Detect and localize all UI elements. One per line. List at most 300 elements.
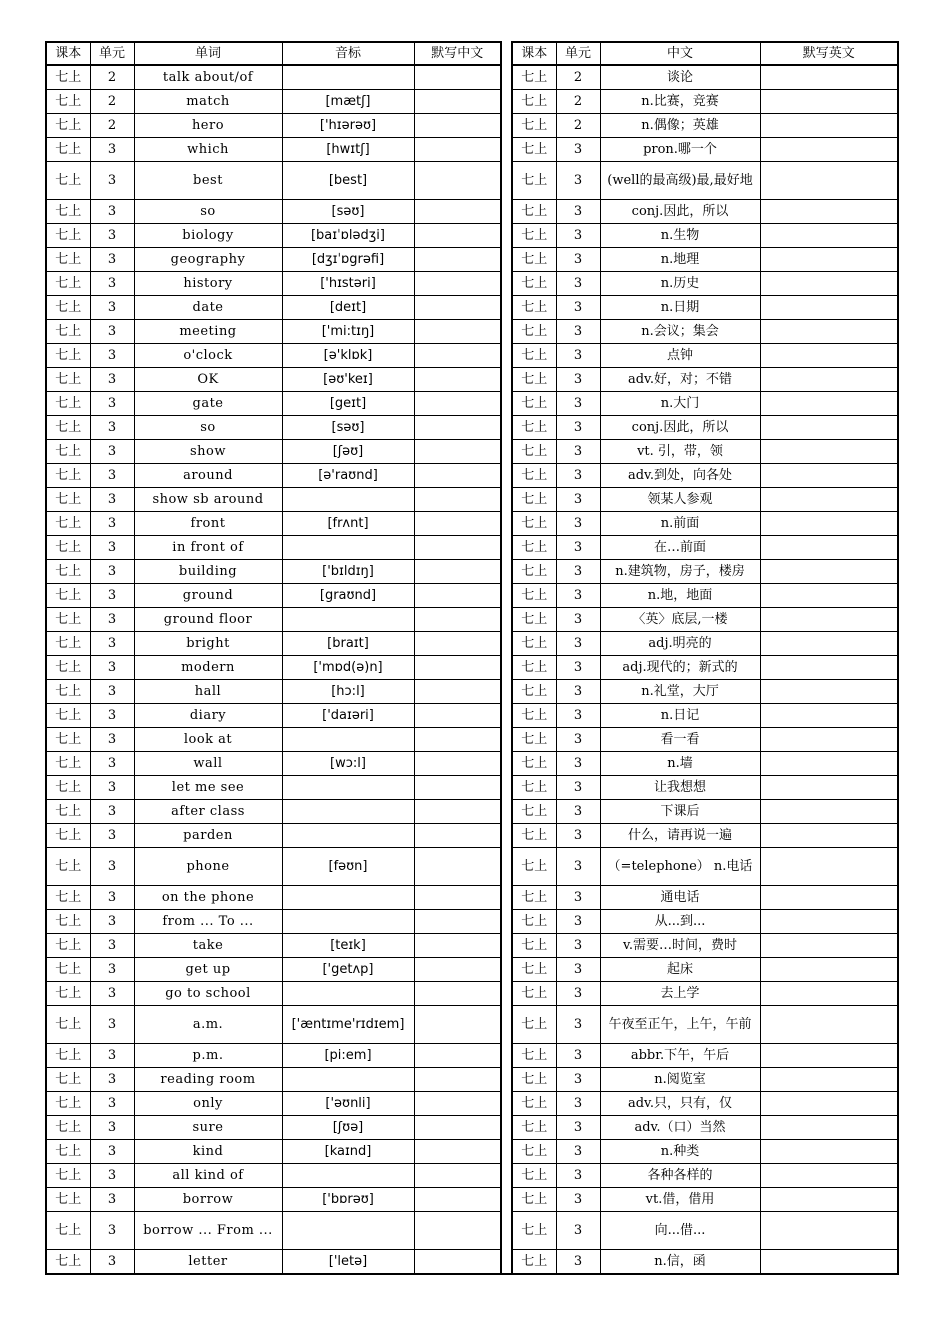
- phonetic-cell: [282, 1250, 414, 1275]
- book-cell-right-text: 七上: [521, 1223, 548, 1238]
- column-separator: [501, 752, 512, 776]
- unit-cell: [90, 90, 134, 114]
- unit-cell-right-text: 3: [573, 372, 583, 387]
- write-chinese-cell: [414, 248, 501, 272]
- unit-cell-text: 3: [107, 1017, 117, 1032]
- phonetic-cell: [282, 1044, 414, 1068]
- table-row: [46, 958, 898, 982]
- phonetic-cell: [282, 728, 414, 752]
- book-cell-right: [512, 488, 556, 512]
- unit-cell-right-text: 3: [573, 636, 583, 651]
- write-english-cell: [760, 392, 898, 416]
- header-row: [46, 42, 898, 65]
- book-cell-text: 七上: [55, 348, 82, 363]
- book-cell-text: 七上: [55, 828, 82, 843]
- phonetic-cell: [282, 488, 414, 512]
- column-separator: [501, 536, 512, 560]
- unit-cell-right-text: 3: [573, 1017, 583, 1032]
- header-phonetic: 音标: [282, 42, 414, 65]
- book-cell: [46, 90, 90, 114]
- chinese-cell: [600, 958, 760, 982]
- book-cell-right: [512, 848, 556, 886]
- word-cell-text: in front of: [172, 540, 244, 555]
- write-chinese-cell: [414, 886, 501, 910]
- unit-cell-right: [556, 982, 600, 1006]
- table-row: [46, 704, 898, 728]
- unit-cell-text: 3: [107, 492, 117, 507]
- phonetic-cell: [282, 272, 414, 296]
- book-cell: [46, 440, 90, 464]
- column-separator: [501, 114, 512, 138]
- word-cell-text: all kind of: [172, 1168, 244, 1183]
- book-cell-right: [512, 464, 556, 488]
- chinese-cell-text: 让我想想: [653, 780, 706, 795]
- unit-cell-right-text: 3: [573, 204, 583, 219]
- unit-cell-right: [556, 800, 600, 824]
- book-cell: [46, 584, 90, 608]
- write-english-cell: [760, 728, 898, 752]
- book-cell: [46, 1044, 90, 1068]
- word-cell-text: so: [200, 420, 216, 435]
- phonetic-cell-text: [baɪˈɒlədʒi]: [310, 228, 385, 243]
- book-cell-right: [512, 114, 556, 138]
- word-cell: [134, 224, 282, 248]
- unit-cell-right-text: 3: [573, 396, 583, 411]
- book-cell-text: 七上: [55, 938, 82, 953]
- phonetic-cell-text: ['hɪstəri]: [320, 276, 376, 291]
- book-cell-right: [512, 656, 556, 680]
- write-english-cell: [760, 248, 898, 272]
- unit-cell-right: [556, 910, 600, 934]
- unit-cell-text: 3: [107, 396, 117, 411]
- unit-cell-right: [556, 392, 600, 416]
- unit-cell-text: 3: [107, 173, 117, 188]
- phonetic-cell-text: [əʊ'keɪ]: [323, 372, 373, 387]
- chinese-cell-text: pron.哪一个: [643, 142, 717, 157]
- write-english-cell: [760, 1212, 898, 1250]
- chinese-cell-text: n.历史: [660, 276, 700, 291]
- book-cell-text: 七上: [55, 540, 82, 555]
- book-cell-text: 七上: [55, 444, 82, 459]
- chinese-cell: [600, 704, 760, 728]
- unit-cell-text: 3: [107, 684, 117, 699]
- book-cell-right-text: 七上: [521, 612, 548, 627]
- word-cell-text: get up: [185, 962, 231, 977]
- book-cell-text: 七上: [55, 756, 82, 771]
- write-chinese-cell: [414, 1006, 501, 1044]
- phonetic-cell: [282, 1164, 414, 1188]
- unit-cell-right-text: 3: [573, 684, 583, 699]
- column-separator: [501, 728, 512, 752]
- phonetic-cell: [282, 910, 414, 934]
- write-english-cell: [760, 958, 898, 982]
- chinese-cell: [600, 392, 760, 416]
- book-cell-right-text: 七上: [521, 859, 548, 874]
- unit-cell-text: 3: [107, 444, 117, 459]
- phonetic-cell-text: [ə'raʊnd]: [318, 468, 378, 483]
- book-cell: [46, 1068, 90, 1092]
- write-english-cell: [760, 1250, 898, 1275]
- book-cell: [46, 1092, 90, 1116]
- write-english-cell: [760, 272, 898, 296]
- unit-cell: [90, 162, 134, 200]
- unit-cell-right: [556, 958, 600, 982]
- table-row: [46, 200, 898, 224]
- write-chinese-cell: [414, 680, 501, 704]
- book-cell-right-text: 七上: [521, 252, 548, 267]
- word-cell: [134, 1068, 282, 1092]
- table-row: [46, 1116, 898, 1140]
- book-cell-right: [512, 90, 556, 114]
- phonetic-cell-text: [hɔ:l]: [331, 684, 365, 699]
- book-cell-right: [512, 200, 556, 224]
- unit-cell-right-text: 3: [573, 859, 583, 874]
- unit-cell: [90, 416, 134, 440]
- book-cell: [46, 632, 90, 656]
- chinese-cell: [600, 848, 760, 886]
- book-cell: [46, 200, 90, 224]
- write-english-cell: [760, 982, 898, 1006]
- unit-cell-right-text: 3: [573, 1192, 583, 1207]
- unit-cell-text: 3: [107, 1168, 117, 1183]
- book-cell: [46, 958, 90, 982]
- unit-cell-right: [556, 1092, 600, 1116]
- column-separator: [501, 656, 512, 680]
- book-cell: [46, 512, 90, 536]
- table-row: [46, 800, 898, 824]
- word-cell: [134, 632, 282, 656]
- chinese-cell-text: adv.好，对；不错: [627, 372, 732, 387]
- chinese-cell: [600, 344, 760, 368]
- phonetic-cell-text: ['mɒd(ə)n]: [313, 660, 383, 675]
- word-cell-text: on the phone: [161, 890, 255, 905]
- phonetic-cell: [282, 114, 414, 138]
- unit-cell-right: [556, 224, 600, 248]
- vocabulary-table: [45, 41, 899, 1275]
- word-cell: [134, 886, 282, 910]
- chinese-cell: [600, 728, 760, 752]
- write-english-cell: [760, 114, 898, 138]
- chinese-cell-text: 点钟: [666, 348, 693, 363]
- word-cell-text: meeting: [179, 324, 237, 339]
- book-cell: [46, 272, 90, 296]
- table-row: [46, 65, 898, 90]
- book-cell: [46, 560, 90, 584]
- table-row: [46, 608, 898, 632]
- unit-cell-right: [556, 776, 600, 800]
- chinese-cell: [600, 162, 760, 200]
- chinese-cell: [600, 680, 760, 704]
- table-row: [46, 886, 898, 910]
- chinese-cell: [600, 320, 760, 344]
- write-english-cell: [760, 848, 898, 886]
- book-cell-text: 七上: [55, 228, 82, 243]
- unit-cell: [90, 344, 134, 368]
- unit-cell-right-text: 3: [573, 962, 583, 977]
- table-row: [46, 416, 898, 440]
- word-cell: [134, 934, 282, 958]
- unit-cell-text: 3: [107, 660, 117, 675]
- write-chinese-cell: [414, 632, 501, 656]
- book-cell: [46, 65, 90, 90]
- column-separator: [501, 800, 512, 824]
- word-cell: [134, 138, 282, 162]
- book-cell-text: 七上: [55, 396, 82, 411]
- unit-cell-right: [556, 320, 600, 344]
- write-english-cell: [760, 560, 898, 584]
- book-cell-right-text: 七上: [521, 173, 548, 188]
- word-cell-text: take: [192, 938, 224, 953]
- chinese-cell: [600, 248, 760, 272]
- unit-cell-right: [556, 1164, 600, 1188]
- chinese-cell-text: 在…前面: [653, 540, 706, 555]
- table-row: [46, 1188, 898, 1212]
- word-cell-text: show sb around: [152, 492, 264, 507]
- column-separator: [501, 1250, 512, 1275]
- phonetic-cell: [282, 1212, 414, 1250]
- unit-cell-right-text: 3: [573, 348, 583, 363]
- write-chinese-cell: [414, 200, 501, 224]
- unit-cell-right: [556, 488, 600, 512]
- word-cell: [134, 416, 282, 440]
- write-english-cell: [760, 162, 898, 200]
- book-cell-right-text: 七上: [521, 914, 548, 929]
- book-cell: [46, 848, 90, 886]
- write-chinese-cell: [414, 704, 501, 728]
- book-cell-text: 七上: [55, 1072, 82, 1087]
- unit-cell-right-text: 3: [573, 420, 583, 435]
- word-cell: [134, 272, 282, 296]
- write-english-cell: [760, 464, 898, 488]
- book-cell: [46, 728, 90, 752]
- word-cell-text: ground: [182, 588, 234, 603]
- table-row: [46, 248, 898, 272]
- unit-cell-text: 3: [107, 300, 117, 315]
- write-chinese-cell: [414, 114, 501, 138]
- column-separator: [501, 344, 512, 368]
- chinese-cell: [600, 416, 760, 440]
- word-cell: [134, 1212, 282, 1250]
- book-cell-right: [512, 344, 556, 368]
- write-english-cell: [760, 224, 898, 248]
- book-cell: [46, 1250, 90, 1275]
- book-cell-right: [512, 162, 556, 200]
- chinese-cell: [600, 1116, 760, 1140]
- word-cell-text: so: [200, 204, 216, 219]
- write-chinese-cell: [414, 934, 501, 958]
- book-cell-right: [512, 440, 556, 464]
- unit-cell: [90, 656, 134, 680]
- word-cell-text: show: [190, 444, 226, 459]
- write-english-cell: [760, 608, 898, 632]
- chinese-cell: [600, 368, 760, 392]
- book-cell-right: [512, 1188, 556, 1212]
- table-row: [46, 536, 898, 560]
- table-row: [46, 90, 898, 114]
- write-chinese-cell: [414, 344, 501, 368]
- book-cell-text: 七上: [55, 420, 82, 435]
- unit-cell-text: 3: [107, 1048, 117, 1063]
- column-separator: [501, 1006, 512, 1044]
- unit-cell-right: [556, 560, 600, 584]
- unit-cell-right-text: 3: [573, 1254, 583, 1269]
- word-cell: [134, 464, 282, 488]
- column-separator: [501, 560, 512, 584]
- book-cell-right-text: 七上: [521, 516, 548, 531]
- unit-cell-right: [556, 248, 600, 272]
- table-row: [46, 1044, 898, 1068]
- write-english-cell: [760, 536, 898, 560]
- book-cell: [46, 934, 90, 958]
- word-cell-text: talk about/of: [162, 70, 254, 85]
- chinese-cell: [600, 138, 760, 162]
- word-cell-text: which: [187, 142, 229, 157]
- word-cell-text: date: [192, 300, 224, 315]
- word-cell-text: gate: [192, 396, 224, 411]
- book-cell: [46, 656, 90, 680]
- write-english-cell: [760, 910, 898, 934]
- word-cell: [134, 296, 282, 320]
- book-cell-text: 七上: [55, 94, 82, 109]
- write-chinese-cell: [414, 464, 501, 488]
- phonetic-cell-text: [mætʃ]: [325, 94, 371, 109]
- unit-cell-text: 3: [107, 468, 117, 483]
- unit-cell: [90, 824, 134, 848]
- book-cell-right: [512, 272, 556, 296]
- chinese-cell: [600, 560, 760, 584]
- unit-cell-right: [556, 440, 600, 464]
- book-cell-text: 七上: [55, 1223, 82, 1238]
- book-cell: [46, 886, 90, 910]
- word-cell: [134, 392, 282, 416]
- book-cell-text: 七上: [55, 1096, 82, 1111]
- unit-cell-text: 2: [107, 118, 117, 133]
- book-cell-text: 七上: [55, 300, 82, 315]
- book-cell-right-text: 七上: [521, 1120, 548, 1135]
- unit-cell: [90, 584, 134, 608]
- chinese-cell: [600, 1164, 760, 1188]
- book-cell-right-text: 七上: [521, 938, 548, 953]
- unit-cell: [90, 848, 134, 886]
- word-cell-text: let me see: [171, 780, 245, 795]
- chinese-cell-text: n.地，地面: [647, 588, 713, 603]
- column-separator: [501, 90, 512, 114]
- table-row: [46, 344, 898, 368]
- write-chinese-cell: [414, 296, 501, 320]
- phonetic-cell: [282, 584, 414, 608]
- book-cell-right: [512, 65, 556, 90]
- column-separator: [501, 704, 512, 728]
- table-row: [46, 752, 898, 776]
- book-cell-text: 七上: [55, 468, 82, 483]
- chinese-cell-text: v.需要…时间，费时: [623, 938, 737, 953]
- write-english-cell: [760, 1164, 898, 1188]
- chinese-cell-text: n.大门: [660, 396, 700, 411]
- phonetic-cell-text: ['mi:tɪŋ]: [321, 324, 375, 339]
- write-chinese-cell: [414, 1116, 501, 1140]
- word-cell: [134, 200, 282, 224]
- phonetic-cell-text: [ʃəʊ]: [332, 444, 364, 459]
- write-english-cell: [760, 704, 898, 728]
- unit-cell-right: [556, 886, 600, 910]
- unit-cell: [90, 440, 134, 464]
- write-chinese-cell: [414, 320, 501, 344]
- write-english-cell: [760, 656, 898, 680]
- chinese-cell-text: n.比赛，竞赛: [641, 94, 719, 109]
- chinese-cell: [600, 632, 760, 656]
- unit-cell-right: [556, 162, 600, 200]
- chinese-cell-text: conj.因此，所以: [631, 420, 729, 435]
- book-cell-right-text: 七上: [521, 1144, 548, 1159]
- word-cell: [134, 910, 282, 934]
- word-cell: [134, 440, 282, 464]
- word-cell-text: look at: [183, 732, 233, 747]
- unit-cell-text: 3: [107, 324, 117, 339]
- write-english-cell: [760, 1140, 898, 1164]
- word-cell-text: p.m.: [192, 1048, 224, 1063]
- column-separator: [501, 982, 512, 1006]
- chinese-cell-text: 通电话: [660, 890, 700, 905]
- book-cell-right-text: 七上: [521, 564, 548, 579]
- book-cell-text: 七上: [55, 118, 82, 133]
- unit-cell-text: 3: [107, 1120, 117, 1135]
- word-cell-text: history: [183, 276, 233, 291]
- write-chinese-cell: [414, 1212, 501, 1250]
- unit-cell: [90, 1140, 134, 1164]
- phonetic-cell: [282, 680, 414, 704]
- book-cell-right: [512, 138, 556, 162]
- book-cell-right-text: 七上: [521, 1096, 548, 1111]
- unit-cell-right-text: 3: [573, 914, 583, 929]
- column-separator: [501, 272, 512, 296]
- chinese-cell: [600, 934, 760, 958]
- write-chinese-cell: [414, 1140, 501, 1164]
- book-cell: [46, 982, 90, 1006]
- phonetic-cell-text: ['letə]: [328, 1254, 368, 1269]
- book-cell-right-text: 七上: [521, 94, 548, 109]
- unit-cell-text: 3: [107, 828, 117, 843]
- word-cell: [134, 162, 282, 200]
- book-cell-right: [512, 392, 556, 416]
- column-separator: [501, 608, 512, 632]
- book-cell: [46, 680, 90, 704]
- phonetic-cell: [282, 704, 414, 728]
- phonetic-cell: [282, 512, 414, 536]
- unit-cell: [90, 704, 134, 728]
- word-cell-text: go to school: [165, 986, 251, 1001]
- write-chinese-cell: [414, 65, 501, 90]
- chinese-cell-text: 午夜至正午，上午，午前: [608, 1017, 752, 1032]
- book-cell-text: 七上: [55, 1048, 82, 1063]
- book-cell-right-text: 七上: [521, 588, 548, 603]
- chinese-cell-text: adv.到处，向各处: [627, 468, 732, 483]
- column-separator: [501, 248, 512, 272]
- word-cell-text: OK: [197, 372, 219, 387]
- unit-cell-text: 3: [107, 420, 117, 435]
- word-cell: [134, 680, 282, 704]
- header-chinese: 中文: [600, 42, 760, 65]
- phonetic-cell-text: [fəʊn]: [328, 859, 368, 874]
- unit-cell-right-text: 3: [573, 890, 583, 905]
- word-cell-text: from ... To ...: [162, 914, 254, 929]
- table-row: [46, 824, 898, 848]
- word-cell-text: borrow: [182, 1192, 234, 1207]
- unit-cell-text: 3: [107, 1254, 117, 1269]
- chinese-cell: [600, 1044, 760, 1068]
- book-cell-right: [512, 982, 556, 1006]
- word-cell: [134, 958, 282, 982]
- book-cell-text: 七上: [55, 986, 82, 1001]
